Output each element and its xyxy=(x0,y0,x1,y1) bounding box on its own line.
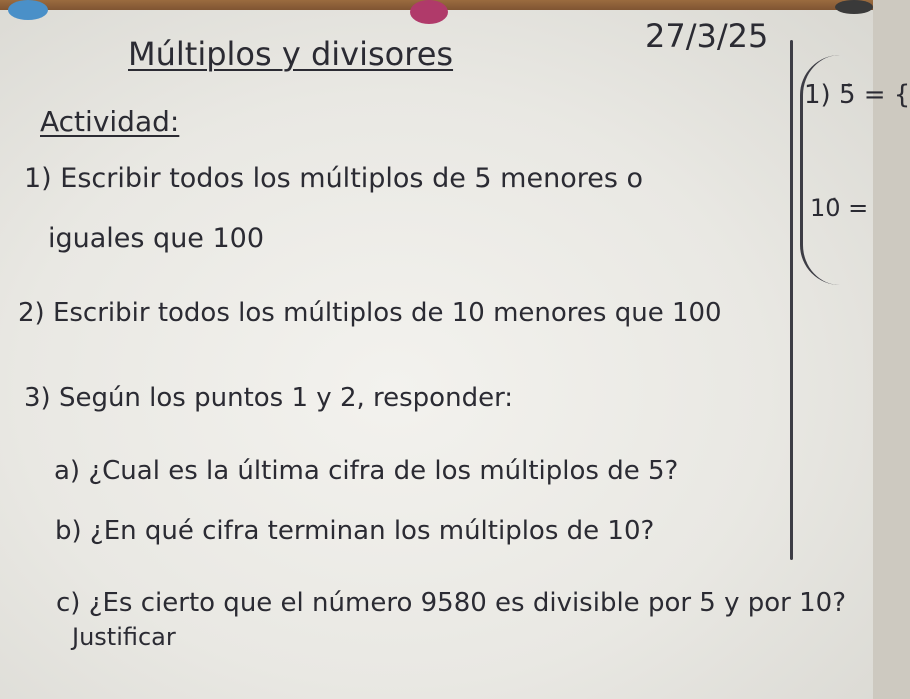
magnet-dark xyxy=(835,0,873,14)
lesson-date: 27/3/25 xyxy=(645,17,769,55)
board-divider-line xyxy=(790,40,793,560)
question-2: 2) Escribir todos los múltiplos de 10 menores que 100 xyxy=(18,298,722,328)
side-note-multiples-10: 10̇ = xyxy=(810,194,869,222)
question-1-line-2: iguales que 100 xyxy=(48,223,265,254)
activity-heading: Actividad: xyxy=(40,105,180,138)
question-3a: a) ¿Cual es la última cifra de los múltiplos de 5? xyxy=(54,456,679,486)
question-3b: b) ¿En qué cifra terminan los múltiplos de 10? xyxy=(55,516,655,546)
question-1-line-1: 1) Escribir todos los múltiplos de 5 menores o xyxy=(24,163,644,194)
magnet-pink xyxy=(410,0,448,24)
question-3: 3) Según los puntos 1 y 2, responder: xyxy=(24,383,514,413)
question-3c: c) ¿Es cierto que el número 9580 es divisible por 5 y por 10? xyxy=(56,588,847,618)
question-3c-justify: Justificar xyxy=(72,623,176,651)
lesson-title: Múltiplos y divisores xyxy=(128,35,454,73)
side-note-multiples-5: 1) 5̇ = { xyxy=(804,80,910,110)
magnet-blue xyxy=(8,0,48,20)
